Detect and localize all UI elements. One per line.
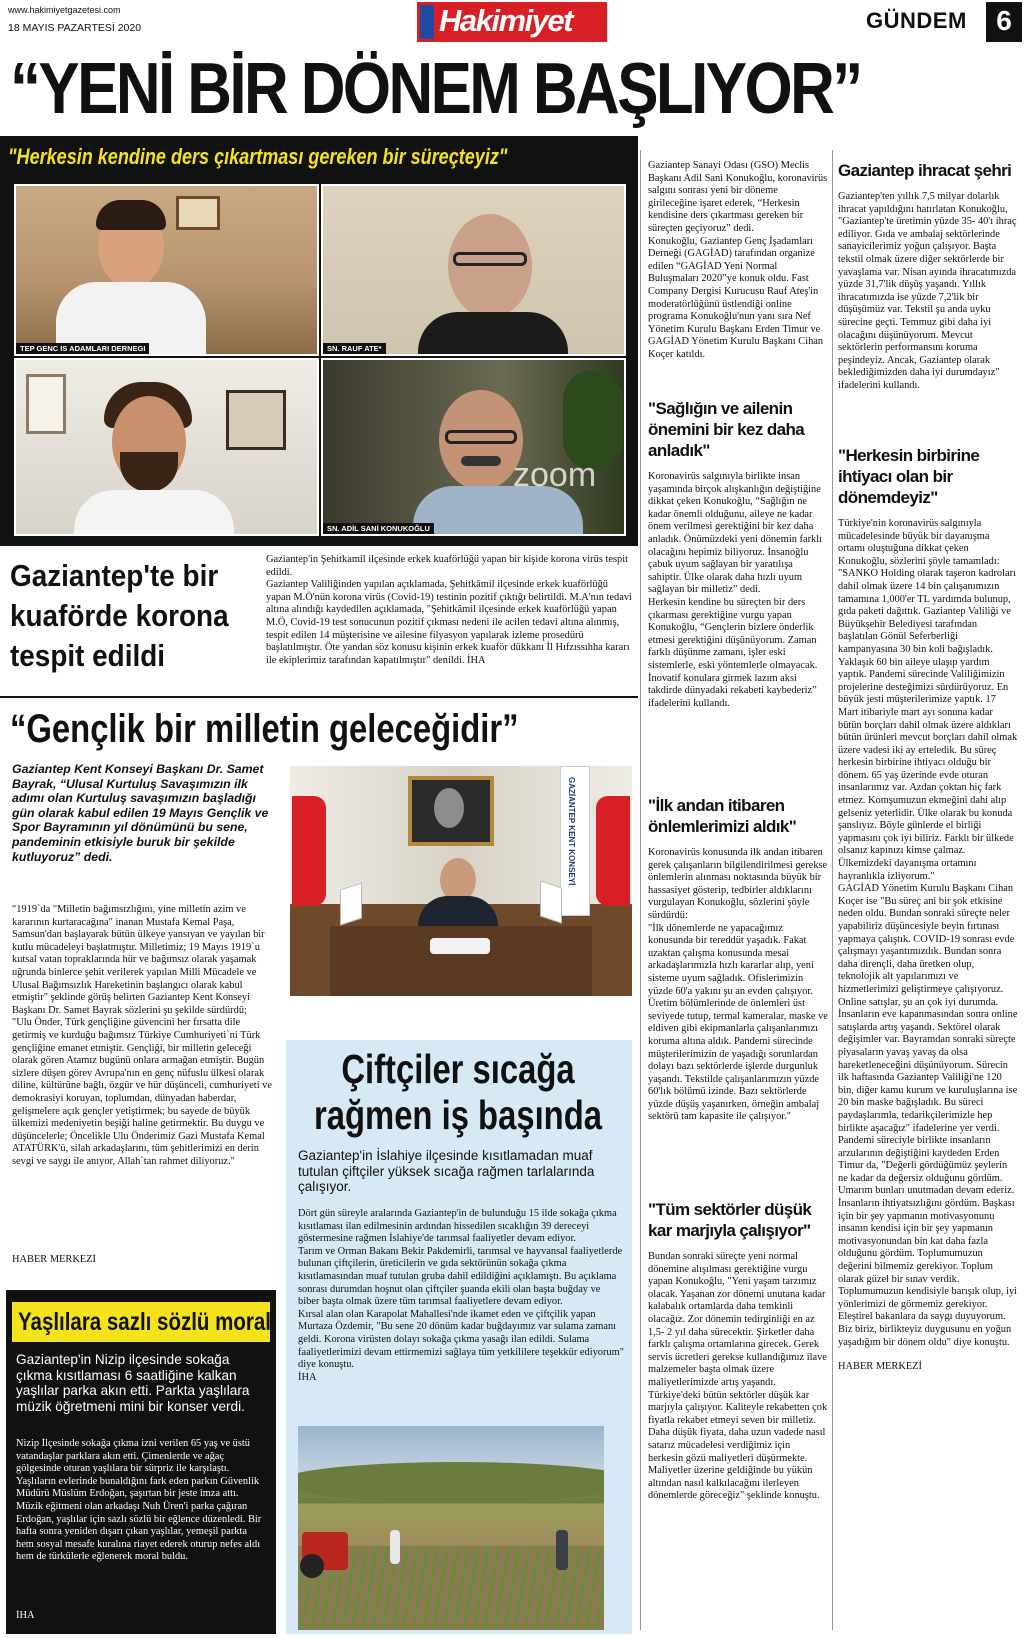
main-story-saglik <box>648 471 828 787</box>
kuafor-story <box>0 546 638 696</box>
page-number-box <box>986 2 1022 42</box>
header <box>0 0 1024 44</box>
genclik-byline: HABER MERKEZİ <box>12 1254 96 1265</box>
main-story-intro <box>648 160 828 388</box>
main-story-column-2 <box>838 160 1018 1610</box>
yasli-lead: Gaziantep'in Nizip ilçesinde sokağa çıkma kısıtlaması 6 saatliğine kalkan yaşlılar parka akın etti. Parkta yaşlılara müzik öğretmeni mini bir konser verdi. <box>16 1352 250 1414</box>
subhead-sektor: "Tüm sektörler düşük kar marjıyla çalışıyor" <box>648 1200 812 1240</box>
paragraph: Konukoğlu, Gaziantep Genç İşadamları Derneği (GAGİAD) tarafından organize edilen “GAGİAD Yeni Normal Buluşmaları 2020”ye konuk oldu. Fast Company Dergisi Kurucusu Rauf Ateş'in moderatörlüğünü üstlendiği online programa Konukoğlu'nun yanı sıra Nef Yönetim Kurulu Başkanı Erden Timur ve GAGİAD Yönetim Kurulu Başkanı Cihan Koçer katıldı. <box>648 235 824 360</box>
logo-text: Hakimiyet <box>439 3 572 38</box>
video-tile-label: TEP GENC IS ADAMLARI DERNEGI <box>16 343 149 354</box>
wall-frame <box>176 196 220 230</box>
paragraph: "İlk dönemlerde ne yapacağımız konusunda bir tereddüt yaşadık. Fakat uzaktan çalışma konusunda mesai arkadaşlarımızla hızlı kararlar alıp, yeni sisteme uyum sağladık. Ofislerimizin yüzde 60'a yakını şu an evden çalışıyor. Üretim bölümlerinde de önlemleri üst seviyede tutup, termal kameralar, maske ve eldiven gibi ekipmanlarla çalışanlarımızı koruma altına aldık. Pandemi sürecinde müşterilerimizin de yaşadığı sorunlardan dolayı bazı sektörlerde işlerde durgunluk yaşandı. Tekstilde çalışanlarımızın yüzde 60'lık bölümü izinde. Bazı sektörlerde yüzde düşüş yaşanırken, örneğin ambalaj sektörü tam kapasite ile çalışıyor." <box>648 922 828 1123</box>
video-tile-1 <box>14 184 319 356</box>
column-rule <box>832 150 833 1630</box>
flag <box>596 796 630 906</box>
paragraph: Gaziantep Sanayi Odası (GSO) Meclis Başkanı Adil Sani Konukoğlu, koronavirüs salgını sonrası yeni bir döneme girileceğine işaret ederek, “Herkesin kendisine ders çıkartması gereken bir süreçten geçiyoruz” dedi. <box>648 160 828 234</box>
paragraph: Koronavirüs salgınıyla birlikte insan yaşamında birçok alışkanlığın değiştiğine dikkat çeken Konukoğlu, “Sağlığın ne kadar önemli olduğunu, aileye ne kadar önem verilmesi gerektiğini bir kez daha anladık. Önümüzdeki yeni dönemin farklı olacağını hepimiz biliyoruz. İnsanoğlu çabuk uyum sağlayan bir yaratılışa sahiptir. Ülke olarak daha hızlı uyum sağlayan bir milletiz” dedi. <box>648 471 822 596</box>
subhead-saglik: "Sağlığın ve ailenin önemini bir kez daha anladık" <box>648 399 805 460</box>
ciftci-photo <box>298 1426 604 1630</box>
banner-text: GAZİANTEP KENT KONSEYİ <box>567 777 576 886</box>
main-headline: “YENİ BİR DÖNEM BAŞLIYOR” <box>10 49 861 129</box>
farmer <box>390 1530 400 1564</box>
yasli-body: Nizip İlçesinde sokağa çıkma izni verilen 65 yaş ve üstü vatandaşlar parklara akın etti. Çimenlerde ve ağaç gölgesinde oturan yaşlılara bir sürpriz ile karşılaştı. Yaşlıların evlerinde bunaldığını fark eden parkın Güvenlik Müdürü Müslüm Erdoğan, şaşırtan bir jeste imza attı. Müzik eğitmeni olan arkadaşı Nuh Üren'i parka çağıran Erdoğan, yaşlılar için sazlı sözlü bir eğlence düzenledi. Bir hafta sonra yeniden dışarı çıkan yaşlılar, yemeşil parkta hem sosyal mesafe kuralına riayet ederek oturup nefes aldı hem de türkülerle eğlenerek moral buldu. <box>16 1438 262 1563</box>
wall-frame <box>226 390 286 450</box>
farmer <box>556 1530 568 1570</box>
person-beard <box>120 452 178 492</box>
main-story-onlem <box>648 847 828 1187</box>
tractor-wheel <box>300 1554 324 1578</box>
video-tile-label: SN. RAUF ATE* <box>323 343 386 354</box>
section-rule <box>0 696 638 698</box>
desk-flag <box>540 880 562 923</box>
banner-stand <box>560 766 590 916</box>
yasli-headline-box <box>12 1302 270 1342</box>
video-tile-3 <box>14 358 319 536</box>
issue-date: 18 MAYIS PAZARTESİ 2020 <box>8 22 142 34</box>
paragraph: Herkesin kendine bu süreçten bir ders çıkarması gerektiğine vurgu yapan Konukoğlu, “Gençlerin bizlere önderlik etmesi gerektiğini düşünüyorum. Zaman farklı düşünme zamanı, işler eski sistemlerle, eski yöntemlerle olmayacak. İnovatif konulara girmek lazım aksi takdirde dünyadaki rekabeti kaybederiz” ifadelerini kullandı. <box>648 596 818 709</box>
main-story-column-1 <box>648 160 828 1610</box>
kuafor-headline: Gaziantep'te bir kuaförde korona tespit edildi <box>10 558 229 673</box>
website-url[interactable]: www.hakimiyetgazetesi.com <box>8 5 121 15</box>
main-story-dayanisma <box>838 518 1018 1598</box>
person-head <box>448 214 532 318</box>
paragraph: Koronavirüs konusunda ilk andan itibaren gerek çalışanların bilgilendirilmesi gerekse önlemlerin alınması noktasında büyük bir hassasiyet gösterip, tedbirler aldıklarını vurgulayan Konukoğlu, sözlerini şöyle sürdürdü: <box>648 847 828 921</box>
flag <box>292 796 326 906</box>
ataturk-portrait <box>408 776 494 846</box>
ciftci-headline: Çiftçiler sıcağa rağmen iş başında <box>313 1046 602 1138</box>
yasli-headline: Yaşlılara sazlı sözlü moral <box>18 1308 271 1336</box>
genclik-lead: Gaziantep Kent Konseyi Başkanı Dr. Samet Bayrak, “Ulusal Kurtuluş Savaşımızın ilk adımı olan Kurtuluş savaşımızın başladığı gün olarak kabul edilen 19 Mayıs Gençlik ve Spor Bayramının yıl dönümünü bu sene, pandeminin etkisiyle buruk bir şekilde kutluyoruz” dedi. <box>12 762 269 864</box>
yasli-story <box>6 1290 276 1634</box>
ciftci-story <box>286 1040 632 1634</box>
subhead-dayanisma: "Herkesin birbirine ihtiyacı olan bir dönemdeyiz" <box>838 446 980 507</box>
person-hair <box>96 200 166 230</box>
interview-panel <box>0 136 638 546</box>
video-tile-label: SN. ADİL SANİ KONUKOĞLU <box>323 523 434 534</box>
subhead-onlem: "İlk andan itibaren önlemlerimizi aldık" <box>648 796 797 836</box>
glasses <box>445 430 517 444</box>
video-tile-4 <box>321 358 626 536</box>
desk-flag <box>340 882 362 925</box>
person-mustache <box>461 456 501 466</box>
video-tile-2 <box>321 184 626 356</box>
wall-frame <box>26 374 66 434</box>
section-title: GÜNDEM <box>866 8 967 33</box>
page-number: 6 <box>996 5 1012 36</box>
zoom-watermark: zoom <box>513 456 597 494</box>
paragraph: "SANKO Holding olarak taşeron kadroları dahil olmak üzere 14 bin çalışanımızın tamamına 1,000'er TL yardımda bulunup, gıda paketi dağıttık. Gaziantep Valiliği ve Büyükşehir Belediyesi tarafından başlatılan Gönül Seferberliği kampanyasına 30 bin koli bağışladık. Yaklaşık 60 bin aileye ulaşıp yardım yaptık. Pandemi sürecinde Valiliğimizin projelerine desteğimizi sürdürüyoruz. En büyük jesti müşterilerimize yaptık. 17 Mart itibariyle mart ayı sonuna kadar bütün borçları dahil olmak üzere aldıkları bütün ürünleri mevcut borçları dahil olmak üzere vadesi iki ay erteledik. Bu süreç herkesin birbirine ihtiyacı olduğu bir dönem. 65 yaş üzerinde evde oturan insanlarımız var. Azdan çoktan hiç fark etmez. Komşumuzun ekmeğini dahi alıp gelseniz yeterlidir. Ülke olarak bu konuda şanslıyız. Böyle günlerde el birliği yapmasını çok iyi biliriz. Farklı bir ülkede olsanız kapınızı kimse çalmaz. Ülkemizdeki dayanışma ortamını hayranlıkla izliyorum." <box>838 568 1018 882</box>
paragraph: Pandemi süreciyle birlikte insanların arzularının değiştiğini kaydeden Erden Timur da, "Değerli gördüğümüz şeylerin ne kadar da değersiz olduğunu gördüm. Umarım bunları unutmadan devam ederiz. İnsanların ihtiyatsızlığını gördüm. Başkası için bir şey yapmanın motivasyonunu insanın kendisi için bir şey yapmanın motivasyonundan bin kat daha fazla olduğunu gördüm. Toplumumuzun değerini bilmemiz gerekiyor. Toplum olarak güzel bir sınav verdik. Toplumumuzun kendisiyle barışık olup, iyi yönlerimizi de görmemiz gerekiyor. Eleştirel bakanlara da saygı duyuyorum. Biz biriz, birlikteyiz duygusunu en yoğun yaşadığım bir dönem oldu" diye konuştu. <box>838 1135 1018 1348</box>
paragraph: Gaziantep'ten yıllık 7,5 milyar dolarlık ihracat yapıldığını hatırlatan Konukoğlu, "Gaziantep'te üretimin yüzde 35- 40'ı ihraç ediliyor. Gıda ve ambalaj sektörlerinde sanayicilerimiz yoğun çalışıyor. Başta tekstil olmak üzere diğer sektörlerde bir yavaşlama var. Nisan ayında ihracatımızda yüzde 31,7'lik düşüş yaşandı. Yıllık ihracatımızda ise yüzde 7,2'lik bir düşüşümüz var. Tekstil şu anda uyku sürecine geçti. Temmuz gibi daha iyi olacağını düşünüyorum. Mevcut sektörlerin performansını koruma peşindeyiz. Ancak, Gaziantep olarak beklediğimizden daha iyi durumdayız" ifadelerini kullandı. <box>838 191 1017 391</box>
ciftci-lead: Gaziantep'in İslahiye ilçesinde kısıtlamadan muaf tutulan çiftçiler yüksek sıcağa rağmen tarlalarında çalışıyor. <box>298 1148 595 1194</box>
person-shirt <box>74 490 234 536</box>
desk-object <box>430 938 490 954</box>
genclik-photo <box>290 766 632 996</box>
desk <box>330 926 592 996</box>
logo-stripe <box>420 5 434 39</box>
hills <box>298 1462 604 1502</box>
column-rule <box>640 150 641 1630</box>
person-shirt <box>418 312 568 356</box>
ciftci-body: Dört gün süreyle aralarında Gaziantep'in de bulunduğu 15 ilde sokağa çıkma kısıtlaması ilan edilmesinin ardından hissedilen sıcaklığın 39 dereceyi göstermesine rağmen İslahiye'de tarımsal faaliyetler devam ediyor. Tarım ve Orman Bakanı Bekir Pakdemirli, tarımsal ve hayvansal faaliyetlerde bulunan çiftçilerin, üreticilerin ve gıda sektörünün sokağa çıkma kısıtlamasından muaf tutulan gruba dahil edildiğini açıklamıştı. Bu açıklama sonrası durumdan hoşnut olan çiftçiler şuanda ekili olan başta buğday ve biber başta olmak üzere tüm tarımsal faaliyetlere devam ediyor. Kırsal alan olan Karapolat Mahallesi'nde ikamet eden ve çiftçilik yapan Murtaza Özdemir, "Bu sene 20 dönüm kadar buğdayımız var sulama zamanı geldi. Korona virüsten dolayı sokağa çıkma yasağı ilan edildi. Sulama faaliyetlerimizi devam ettirmemizi sağlaya tüm yetkililere teşekkür ediyorum" diye konuştu. İHA <box>298 1208 624 1383</box>
portrait-figure <box>434 788 464 828</box>
byline: HABER MERKEZİ <box>838 1361 922 1373</box>
main-subheadline: "Herkesin kendine ders çıkartması gereken bir süreçteyiz" <box>8 144 508 169</box>
logo <box>417 2 607 42</box>
subhead-ihracat: Gaziantep ihracat şehri <box>838 161 1012 180</box>
paragraph: Bundan sonraki süreçte yeni normal dönemine alışılması gerektiğine vurgu yapan Konukoğlu, "Yeni yaşam tarzımız olacak. Yaşanan zor dönemi unutana kadar kalabalık ortamlarda daha temkinli olacağız. Zor dönemin tedirginliği en az 1,5- 2 yıl daha sürecektir. Şirketler daha farklı çalışma ortamlarına girecek. Gerek servis ücretleri gerekse kullandığımız ilave malzemeler başta olmak üzere maliyetlerimizde artış yaşandı. Türkiye'deki bütün sektörler düşük kar marjıyla çalışıyor. Kaliteyle rekabetten çok fiyatla rekabet etmeyi seven bir milletiz. Daha düşük fiyata, daha uzun vadede nasıl satarız mücadelesi verdiğimiz için herkesin gözü maliyetleri düşürmekte. Maliyetler üzerine geldiğinde bu yükün altından nasıl kalkılacağını ilerleyen dönemlerde göreceğiz" şeklinde konuştu. <box>648 1251 828 1502</box>
main-story-sektor <box>648 1251 828 1551</box>
paragraph: GAGİAD Yönetim Kurulu Başkanı Cihan Koçer ise "Bu süreç ani bir şok etkisine neden oldu. Bundan sonraki süreçte neler yapabiliriz düşüncesiyle beyin fırtınası yapmaya çalıştık. COVID-19 sonrası evde çalışmayı yaşantımızdık. Bundan sonra daha dirençli, daha üretken olup, teknolojik alt yapılarımızı ve hizmetlerimizi geliştirmeye çalışıyoruz. Online satışlar, şu an çok iyi durumda. İnsanların eve kapanmasından sonra online satışlarda artış yaşandı. Sektörel olarak değişimler var. Bayramdan sonraki süreçte piyasaların yavaş yavaş da olsa hareketleneceğini düşünüyorum. Sürecin ilk haftasında Gaziantep Valiliği'ne 120 bin, diğer kamu kurum ve kuruluşlarına ise 20 bin maske bağışladık. Bu süreci paydaşlarımla, tedarikçilerimizle hep birlikte aşacağız" ifadelerine yer verdi. <box>838 883 1018 1134</box>
genclik-headline: “Gençlik bir milletin geleceğidir” <box>10 707 519 751</box>
genclik-body: "1919`da "Milletin bağımsızlığını, yine milletin azim ve kararının kurtaracağına" inanan Mustafa Kemal Paşa, Samsun'dan başlayarak bütün ülkeye yansıyan ve yayılan bir kutlu mücadeleyi başlatmıştır. Milletimiz; 19 Mayıs 1919`u kutsal vatan topraklarında hür ve bağımsız olarak yaşamak uğrunda binlerce şehit verilerek yapılan Milli Mücadele ve Ulusal Bağımsızlık Hareketinin başlangıcı olarak kabul etmiştir" şeklinde görüş belirten Gaziantep Kent Konseyi Başkanı Dr. Samet Bayrak sözlerini şu şekilde sürdürdü; "Ulu Önder, Türk gençliğine güvencini her fırsatta dile getirmiş ve kurduğu bağımsız Türkiye Cumhuriyeti`ni Türk gençliğine emanet etmiştir. Gençliği, bir milletin geleceği olarak gören Atamız bugünü onlara armağan etmiştir. Bugün sizlere düşen görev Avrupa'nın en genç nüfuslu ülkesi olarak diline, kültürüne bağlı, özgür ve hür düşünceli, cumhuriyeti ve demokrasiyi koruyan, toplumdan, dünyadan haberdar, gelişmelere açık gençler yetiştirmek; bu sayede de büyük ülkemizi medeniyetin beşiği haline getirmektir. Bu duygu ve düşüncelerle; Öncelikle Ulu Önderimiz Gazi Mustafa Kemal ATATÜRK'ü, silah arkadaşlarını, tüm şehitlerimizi en derin sevgi ve saygı ile anıyor, Allah`tan rahmet diliyoruz." <box>12 904 272 1167</box>
main-story-ihracat <box>838 191 1018 435</box>
main-headline-band <box>0 44 1024 144</box>
yasli-byline: İHA <box>16 1610 35 1621</box>
plant <box>563 370 623 470</box>
kuafor-body: Gaziantep'in Şehitkamil ilçesinde erkek kuaförlüğü yapan bir kişide korona virüs tespit edildi. Gaziantep Valiliğinden yapılan açıklamada, Şehitkâmil ilçesinde erkek kuaförlüğü yapan M.Ö'nün korona virüs (Covid-19) testinin pozitif çıktığı belirtildi. M.A'nın tedavi altına alındığı kaydedilen açıklamada, "Şehitkâmil ilçesinde erkek kuaförlüğü yapan M.Ö, Covid-19 test sonucunun pozitif çıkması nedeni ile acilen tedavi altına alınmış, tespit edilen 14 müşterisine ve ailesine filyasyon yapılarak izleme prosedürü başlatılmıştır. Öte yandan söz konusu kişinin erkek kuaför dükkanı İl Hıfzıssıhha kararı ile ekiplerimiz tarafından kapatılmıştır" denildi. İHA <box>266 554 632 666</box>
paragraph: Türkiye'nin koronavirüs salgınıyla mücadelesinde büyük bir dayanışma ortamı oluştuğuna dikkat çeken Konukoğlu, sözlerini şöyle tamamladı: <box>838 518 1000 567</box>
glasses <box>453 252 527 266</box>
